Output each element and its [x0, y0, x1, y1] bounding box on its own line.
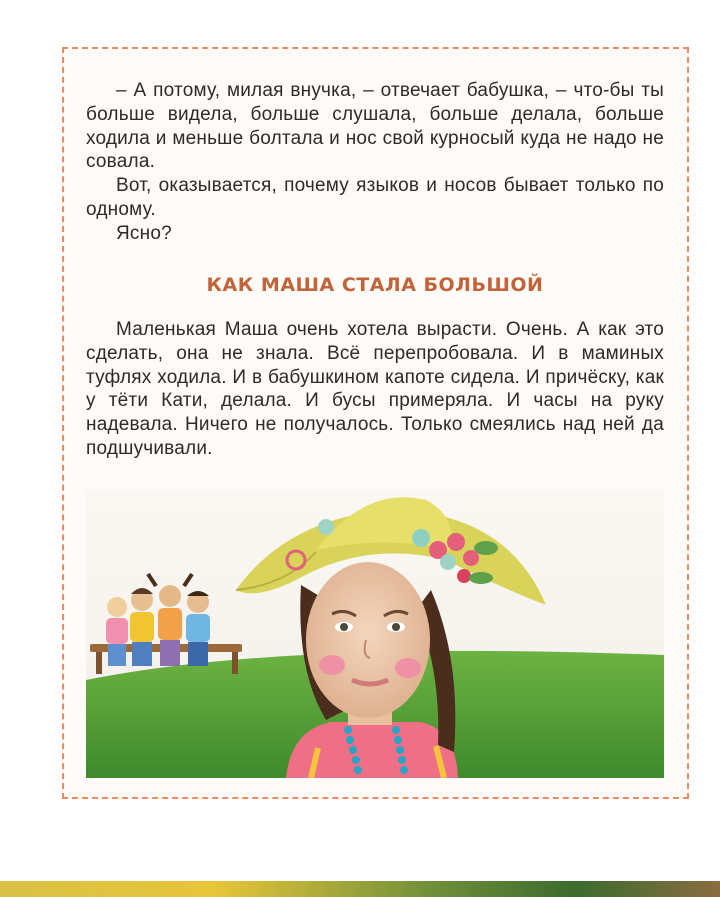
dialogue-paragraph: – А потому, милая внучка, – отвечает бабушка, – что-бы ты больше видела, больше слушала, больше делала, больше ходила и меньше болтала и нос свой курносый куда не надо не совала.	[86, 80, 664, 173]
story-paragraph: Маленькая Маша очень хотела вырасти. Очень. А как это сделать, она не знала. Всё перепробовала. И в маминых туфлях ходила. И в бабушкином капоте сидела. И причёску, как у тёти Кати, делала. И бусы примеряла. И часы на руку надевала. Ничего не получалось. Только смеялись над ней да подшучивали.	[86, 319, 664, 459]
story-title: КАК МАША СТАЛА БОЛЬШОЙ	[206, 274, 544, 296]
next-page-edge	[0, 881, 720, 897]
masha-picture	[86, 490, 664, 778]
question-paragraph: Ясно?	[116, 222, 172, 244]
conclusion-paragraph: Вот, оказывается, почему языков и носов бывает только по одному.	[86, 175, 664, 220]
story-two-body	[86, 318, 664, 461]
masha-illustration	[86, 490, 664, 778]
story-one-ending	[86, 79, 664, 246]
